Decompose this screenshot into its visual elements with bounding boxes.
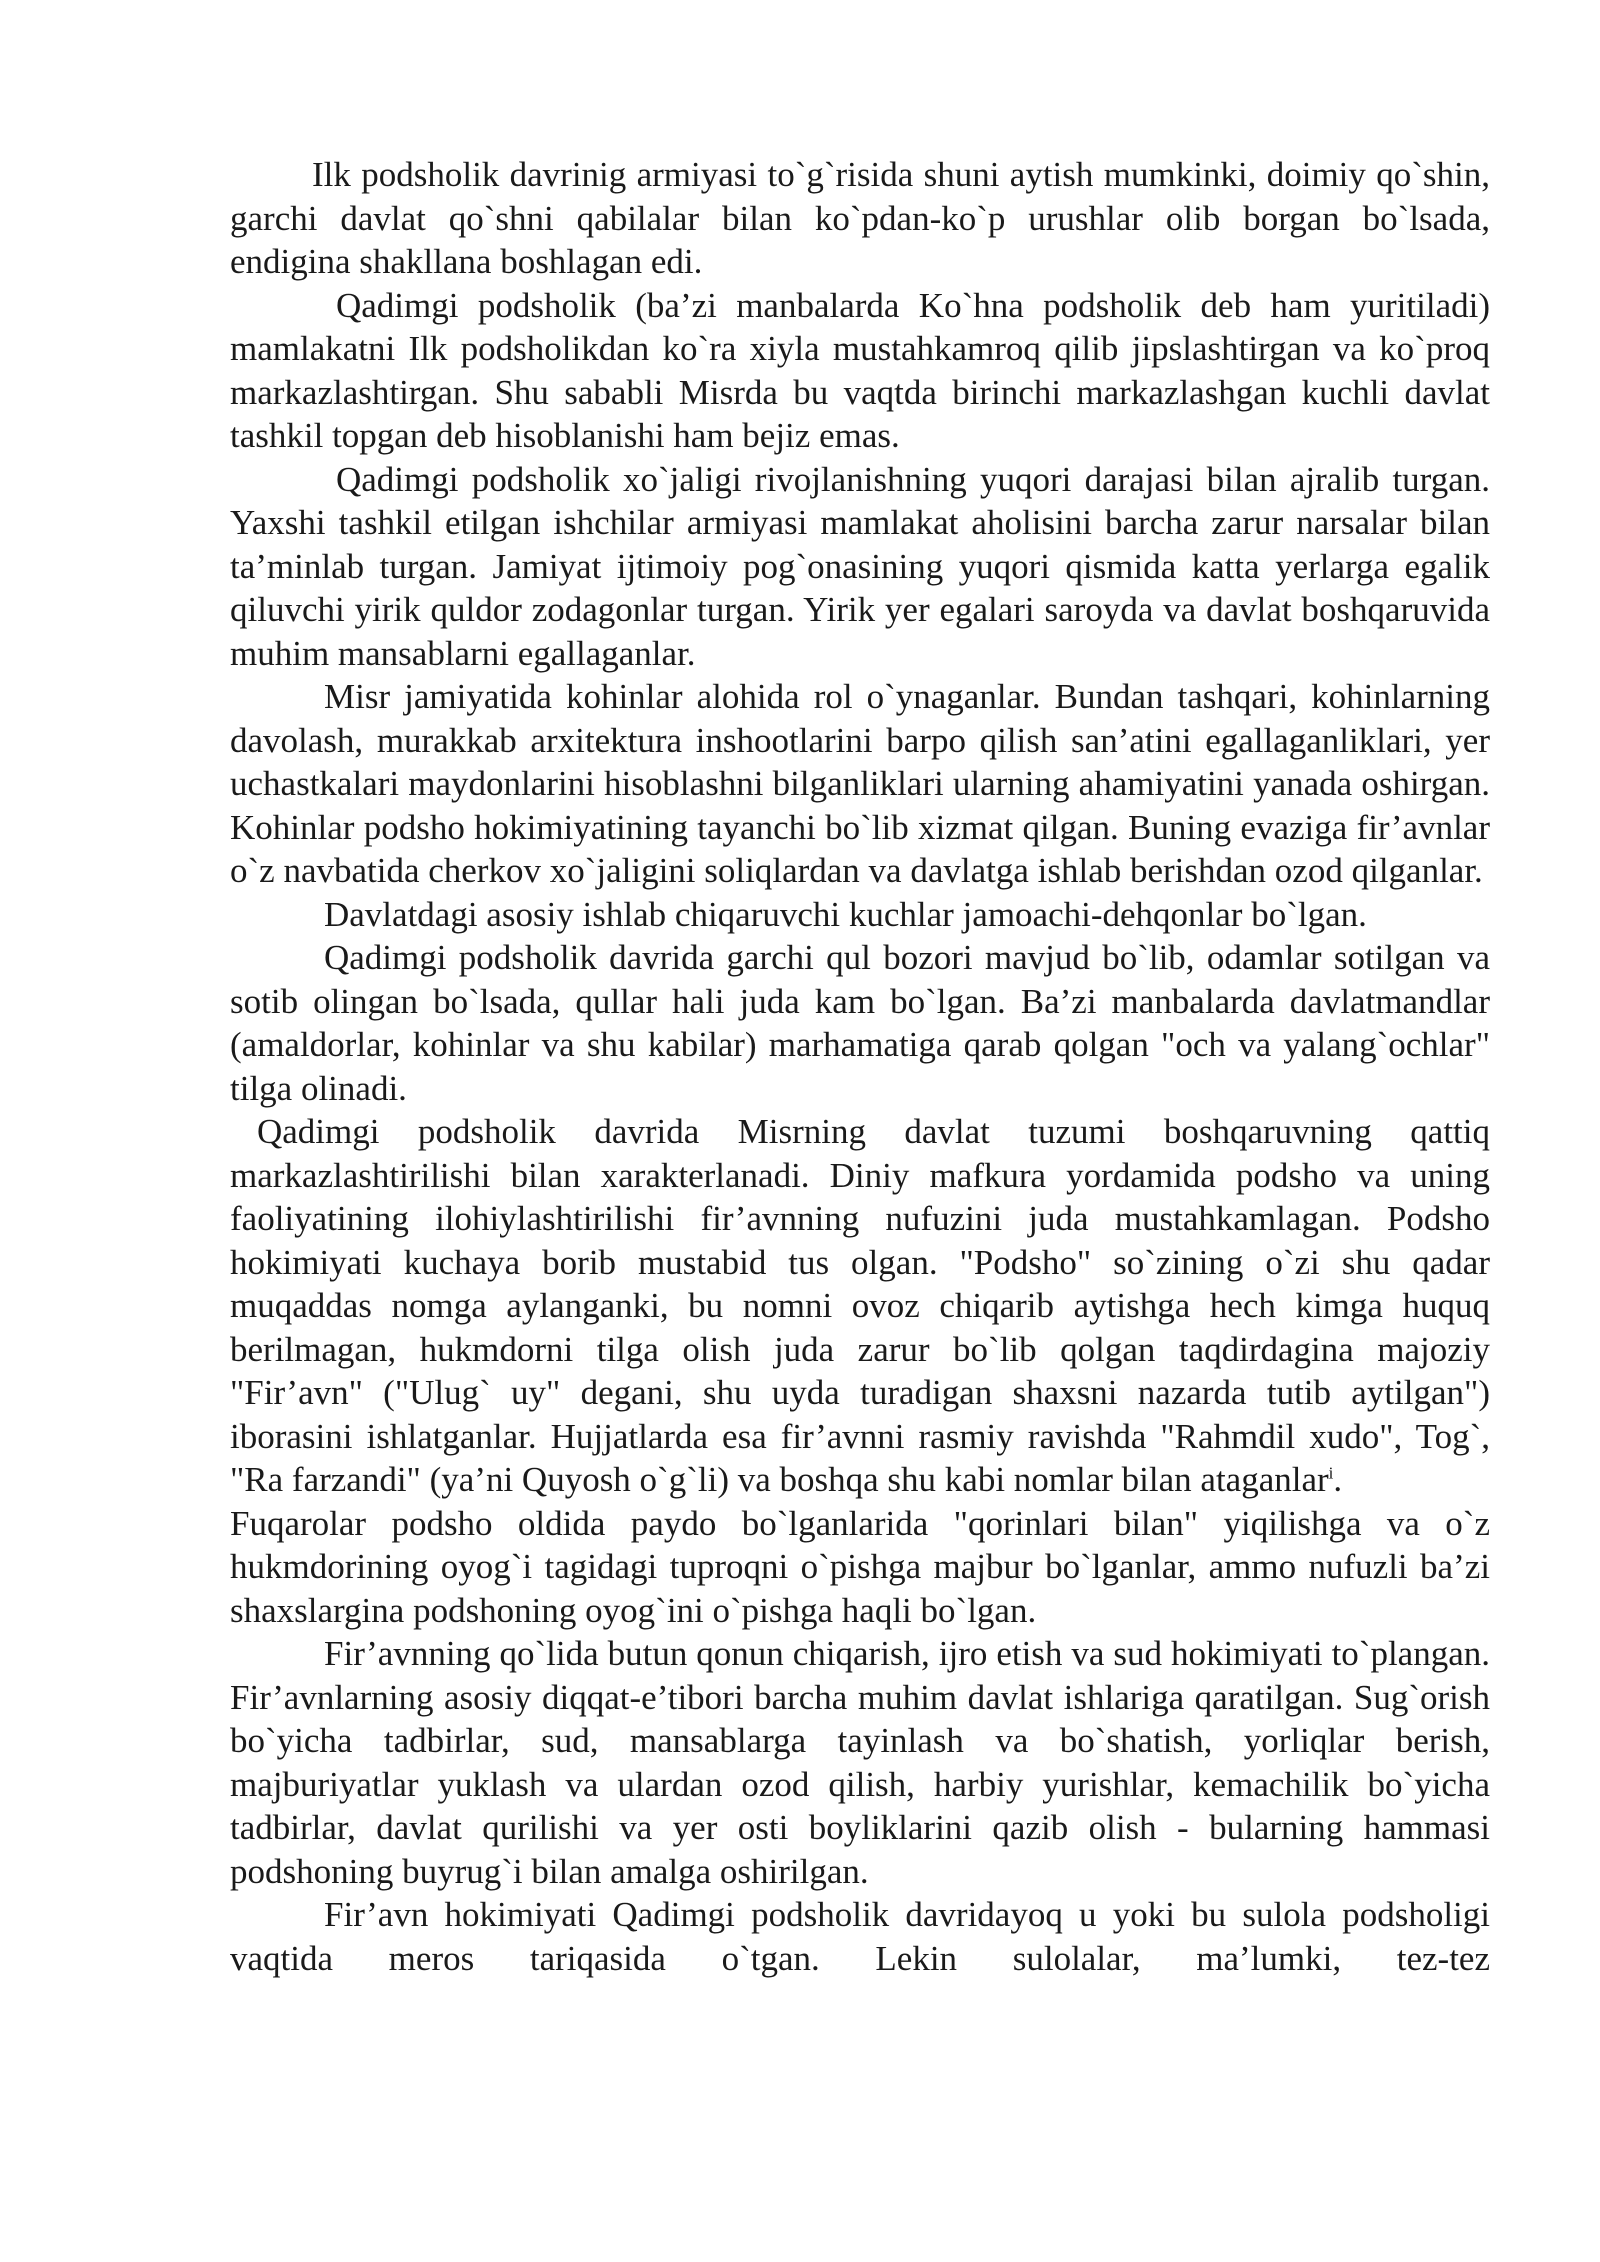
paragraph-6: Qadimgi podsholik davrida garchi qul bozori mavjud bo`lib, odamlar sotilgan va sotib olingan bo`lsada, qullar hali juda kam bo`lgan. Ba’zi manbalarda davlatmandlar (amaldorlar, kohinlar va shu kabilar) marhamatiga qarab qolgan "och va yalang`ochlar" tilga olinadi.	[230, 938, 1490, 1108]
paragraph-9: Fir’avnning qo`lida butun qonun chiqarish, ijro etish va sud hokimiyati to`plangan. Fir’avnlarning asosiy diqqat-e’tibori barcha muhim davlat ishlariga qaratilgan. Sug`orish bo`yicha tadbirlar, sud, mansablarga tayinlash va bo`shatish, yorliqlar berish, majburiyatlar yuklash va ulardan ozod qilish, harbiy yurishlar, kemachilik bo`yicha tadbirlar, davlat qurilishi va yer osti boyliklarini qazib olish - bularning hammasi podshoning buyrug`i bilan amalga oshirilgan.	[230, 1634, 1490, 1891]
paragraph-7-tail: .	[1333, 1460, 1343, 1499]
paragraph-7	[230, 1110, 1490, 1502]
paragraph-1: Ilk podsholik davrinig armiyasi to`g`risida shuni aytish mumkinki, doimiy qo`shin, garchi davlat qo`shni qabilalar bilan ko`pdan-ko`p urushlar olib borgan bo`lsada, endigina shakllana boshlagan edi.	[230, 155, 1490, 281]
footnote-marker[interactable]: i	[1328, 1463, 1334, 1483]
paragraph-4: Misr jamiyatida kohinlar alohida rol o`ynaganlar. Bundan tashqari, kohinlarning davolash, murakkab arxitektura inshootlarini barpo qilish san’atini egallaganliklari, yer uchastkalari maydonlarini hisoblashni bilganliklari ularning ahamiyatini yanada oshirgan. Kohinlar podsho hokimiyatining tayanchi bo`lib xizmat qilgan. Buning evaziga fir’avnlar o`z navbatida cherkov xo`jaligini soliqlardan va davlatga ishlab berishdan ozod qilganlar.	[230, 677, 1490, 890]
paragraph-10: Fir’avn hokimiyati Qadimgi podsholik davridayoq u yoki bu sulola podsholigi vaqtida meros tariqasida o`tgan. Lekin sulolalar, ma’lumki, tez-tez	[230, 1895, 1490, 1978]
paragraph-2: Qadimgi podsholik (ba’zi manbalarda Ko`hna podsholik deb ham yuritiladi) mamlakatni Ilk podsholikdan ko`ra xiyla mustahkamroq qilib jipslashtirgan va ko`proq markazlashtirgan. Shu sababli Misrda bu vaqtda birinchi markazlashgan kuchli davlat tashkil topgan deb hisoblanishi ham bejiz emas.	[230, 285, 1490, 455]
paragraph-5: Davlatdagi asosiy ishlab chiqaruvchi kuchlar jamoachi-dehqonlar bo`lgan.	[324, 894, 1367, 934]
paragraph-7-text: Qadimgi podsholik davrida Misrning davlat tuzumi boshqaruvning qattiq markazlashtirilishi bilan xarakterlanadi. Diniy mafkura yordamida podsho va uning faoliyatining ilohiylashtirilishi fir’avnning nufuzini juda mustahkamlagan. Podsho hokimiyati kuchaya borib mustabid tus olgan. "Podsho" so`zining o`zi shu qadar muqaddas nomga aylanganki, bu nomni ovoz chiqarib aytishga hech kimga huquq berilmagan, hukmdorni tilga olish juda zarur bo`lib qolgan taqdirdagina majoziy "Fir’avn" ("Ulug` uy" degani, shu uyda turadigan shaxsni nazarda tutib aytilgan") iborasini ishlatganlar. Hujjatlarda esa fir’avnni rasmiy ravishda "Rahmdil xudo", Tog`, "Ra farzandi" (ya’ni Quyosh o`g`li) va boshqa shu kabi nomlar bilan ataganlar	[230, 1112, 1490, 1499]
document-page	[230, 153, 1490, 1980]
paragraph-3: Qadimgi podsholik xo`jaligi rivojlanishning yuqori darajasi bilan ajralib turgan. Yaxshi tashkil etilgan ishchilar armiyasi mamlakat aholisini barcha zarur narsalar bilan ta’minlab turgan. Jamiyat ijtimoiy pog`onasining yuqori qismida katta yerlarga egalik qiluvchi yirik quldor zodagonlar turgan. Yirik yer egalari saroyda va davlat boshqaruvida muhim mansablarni egallaganlar.	[230, 459, 1490, 673]
paragraph-8: Fuqarolar podsho oldida paydo bo`lganlarida "qorinlari bilan" yiqilishga va o`z hukmdorining oyog`i tagidagi tuproqni o`pishga majbur bo`lganlar, ammo nufuzli ba’zi shaxslargina podshoning oyog`ini o`pishga haqli bo`lgan.	[230, 1503, 1490, 1630]
